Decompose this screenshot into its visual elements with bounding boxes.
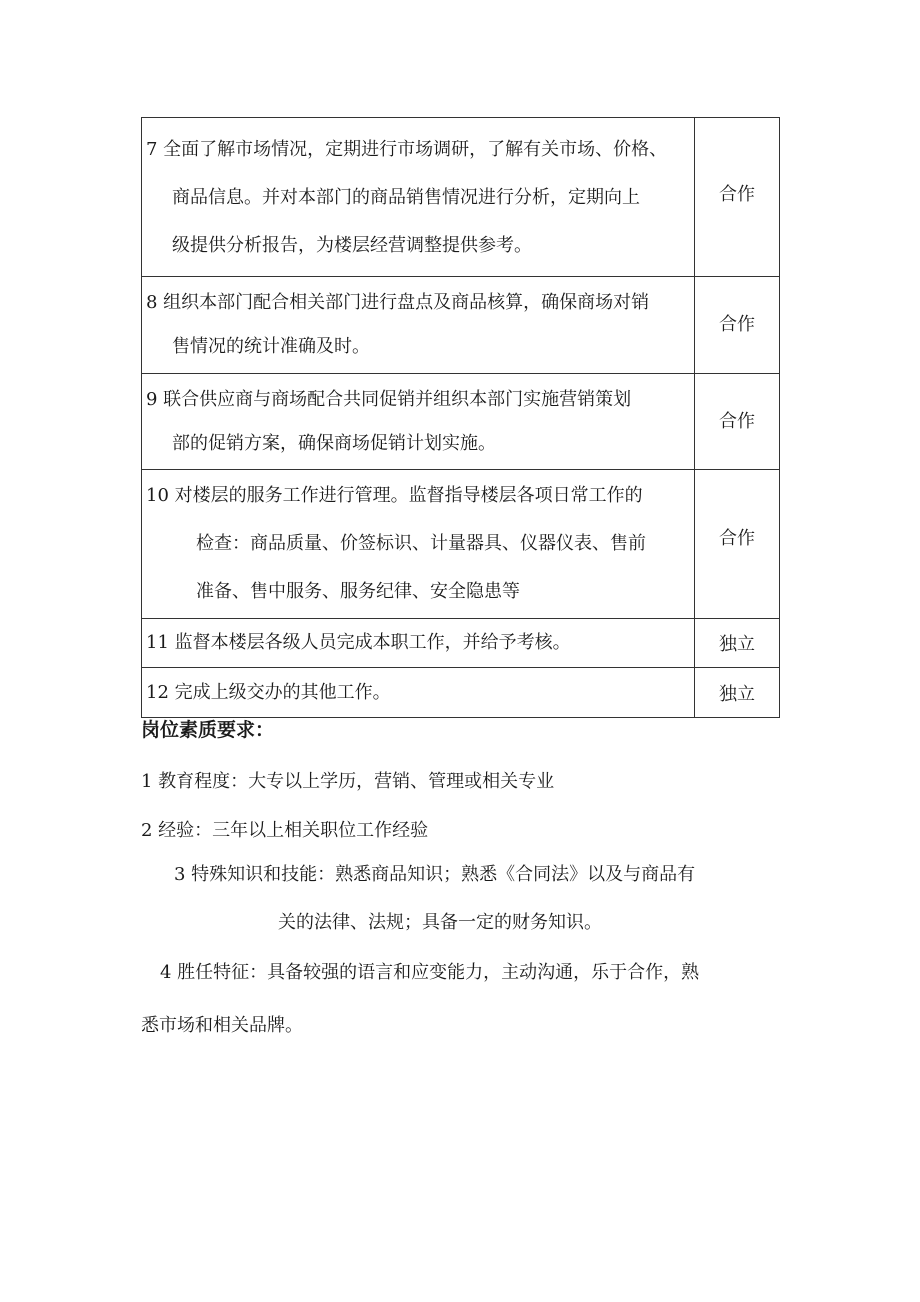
duty-description-cell — [142, 374, 695, 470]
duty-type: 合作 — [719, 410, 755, 432]
duty-text: 商品信息。并对本部门的商品销售情况进行分析，定期向上 — [172, 187, 640, 208]
duty-table — [141, 117, 780, 718]
duty-text: 8 组织本部门配合相关部门进行盘点及商品核算，确保商场对销 — [146, 292, 650, 313]
duty-text: 级提供分析报告，为楼层经营调整提供参考。 — [172, 235, 532, 256]
duty-type: 独立 — [719, 683, 755, 705]
table-row — [142, 619, 780, 668]
table-row — [142, 277, 780, 374]
duty-type: 合作 — [719, 314, 755, 335]
duty-description-cell — [142, 668, 695, 718]
duty-type-cell — [695, 619, 780, 668]
table-row — [142, 668, 780, 718]
duty-type-cell — [695, 374, 780, 470]
table-row — [142, 374, 780, 470]
table-row — [142, 470, 780, 619]
duty-text: 7 全面了解市场情况，定期进行市场调研，了解有关市场、价格、 — [146, 139, 668, 160]
duty-type: 合作 — [719, 528, 755, 549]
duty-text: 11 监督本楼层各级人员完成本职工作，并给予考核。 — [146, 632, 571, 653]
duty-text: 准备、售中服务、服务纪律、安全隐患等 — [196, 581, 520, 602]
duty-text: 售情况的统计准确及时。 — [172, 336, 370, 357]
duty-text: 12 完成上级交办的其他工作。 — [146, 681, 391, 703]
requirement-skills-line2: 关的法律、法规；具备一定的财务知识。 — [278, 912, 602, 933]
duty-text: 9 联合供应商与商场配合共同促销并组织本部门实施营销策划 — [146, 388, 632, 410]
duty-type-cell — [695, 470, 780, 619]
duty-description-cell — [142, 470, 695, 619]
duty-type-cell — [695, 118, 780, 277]
duty-description-cell — [142, 619, 695, 668]
duty-type-cell — [695, 668, 780, 718]
duty-text: 检查：商品质量、价签标识、计量器具、仪器仪表、售前 — [196, 533, 646, 554]
duty-description-cell — [142, 277, 695, 374]
duty-text: 10 对楼层的服务工作进行管理。监督指导楼层各项日常工作的 — [146, 485, 643, 506]
duty-type: 独立 — [719, 634, 755, 655]
duty-type-cell — [695, 277, 780, 374]
table-row — [142, 118, 780, 277]
requirement-competency-line2: 悉市场和相关品牌。 — [141, 1015, 303, 1036]
duty-text: 部的促销方案，确保商场促销计划实施。 — [172, 432, 496, 454]
duty-type: 合作 — [719, 184, 755, 205]
requirements-heading: 岗位素质要求： — [141, 719, 275, 741]
requirement-experience: 2 经验：三年以上相关职位工作经验 — [141, 820, 429, 841]
duty-description-cell — [142, 118, 695, 277]
requirement-skills-line1: 3 特殊知识和技能：熟悉商品知识；熟悉《合同法》以及与商品有 — [174, 864, 696, 885]
requirement-education: 1 教育程度：大专以上学历，营销、管理或相关专业 — [141, 771, 555, 792]
requirement-competency-line1: 4 胜任特征：具备较强的语言和应变能力，主动沟通，乐于合作，熟 — [160, 962, 700, 983]
